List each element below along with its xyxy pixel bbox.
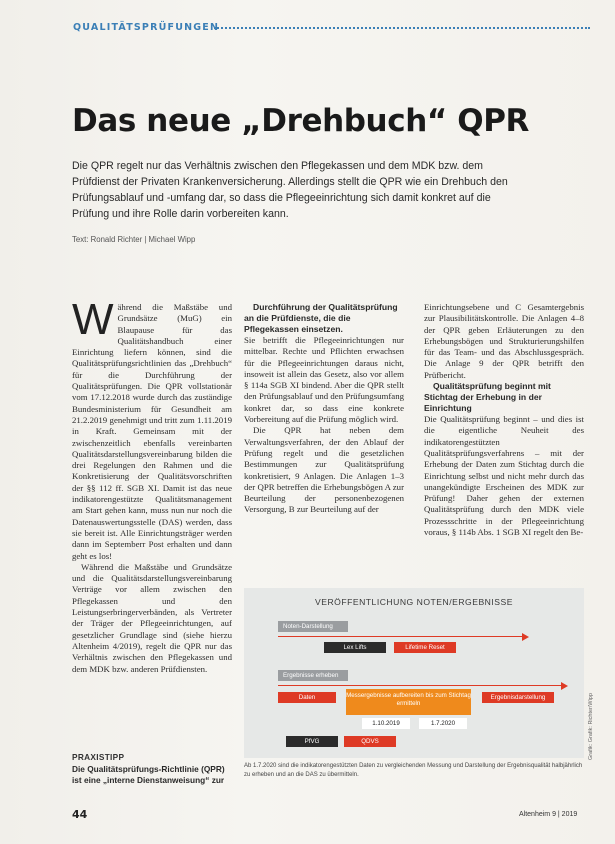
page-number: 44 bbox=[72, 808, 88, 821]
paragraph: Einrichtungsebene und C Gesamtergebnis zur Plausibilitätskontrolle. Die Anlagen 4–8 der QPR geben Erläuterungen zu den Erhebungsbögen und Strukturierungshilfen für das Team- und das Abschlussgespräch. Die Anlage 9 der QPR betrifft den Prüfbericht. bbox=[424, 302, 584, 380]
article-lead: Die QPR regelt nur das Verhältnis zwischen den Pflegekassen und dem MDK bzw. dem Prüfdienst der Privaten Krankenversicherung. Allerdings stellt die QPR wie ein Drehbuch den Prüfungsablauf und -umfang dar, so dass die Pflegeeinrichtung sich damit konkret auf die Prüfung und ihre Rolle darin vorbereiten kann. bbox=[72, 160, 508, 220]
paragraph: Während die Maßstäbe und Grundsätze und die Qualitätsdarstellungsvereinbarung Verträge vor allem zwischen den Pflegekassen und den Leistungserbringerverbänden, als Vertreter der Träger der Pflegeeinrichtungen, auf gesetzlicher Grundlage sind (siehe hierzu Altenheim 4/2019), regelt die QPR nur das Verhältnis zwischen den Pflegekassen und dem MDK bzw. anderen Prüfdiensten. bbox=[72, 561, 232, 674]
arrow-head bbox=[522, 633, 529, 641]
timeline-arrow bbox=[278, 636, 523, 637]
drop-cap: W bbox=[72, 302, 114, 344]
header-dotted-rule bbox=[214, 27, 590, 29]
section-header: QUALITÄTSPRÜFUNGEN bbox=[73, 22, 220, 33]
article-byline: Text: Ronald Richter | Michael Wipp bbox=[72, 235, 196, 244]
row1-label: Noten-Darstellung bbox=[278, 621, 348, 632]
paragraph: Sie betrifft die Pflegeeinrichtungen nur mittelbar. Rechte und Pflichten erwachsen für die Pflegeeinrichtungen daraus nicht, insoweit ist allein das Gesetz, also vor allem § 114a SGB XI bindend. Aber die QPR stellt den Prüfungsablauf und den Prüfungsumfang konkret dar, so dass eine konkrete Vorbereitung auf die Prüfung möglich wird. bbox=[244, 335, 404, 425]
row2-right-box: Ergebnisdarstellung bbox=[482, 692, 554, 703]
date-label-2: 1.7.2020 bbox=[419, 718, 467, 729]
praxistipp-label: PRAXISTIPP bbox=[72, 752, 125, 762]
text-column-3 bbox=[424, 302, 584, 578]
column-subhead: Qualitätsprüfung beginnt mit Stichtag der Erhebung in der Einrichtung bbox=[424, 381, 551, 414]
row1-right-box: Lifetime Reset bbox=[394, 642, 456, 653]
magazine-footer: Altenheim 9 | 2019 bbox=[519, 811, 578, 818]
paragraph: Die QPR hat neben dem Verwaltungsverfahren, der den Ablauf der Prüfung regelt und die gesetzlichen Bestimmungen zur Qualitätsprüfung konkretisiert, 9 Anlagen. Die Anlagen 1–3 der QPR betreffen die Erhebungsbögen A zur Beurteilung der personenbezogenen Versorgung, B zur Beurteilung auf der bbox=[244, 425, 404, 515]
text-column-2 bbox=[244, 302, 404, 578]
bottom-left-box: PfVG bbox=[286, 736, 338, 747]
diagram-credit: Grafik: Grafik: Richter/Wipp bbox=[588, 693, 594, 760]
text-column-1 bbox=[72, 302, 232, 744]
row1-left-box: Lex Lifts bbox=[324, 642, 386, 653]
praxistipp-box bbox=[72, 752, 232, 787]
timeline-arrow bbox=[278, 685, 562, 686]
arrow-head bbox=[561, 682, 568, 690]
diagram-title: VERÖFFENTLICHUNG NOTEN/ERGEBNISSE bbox=[315, 597, 513, 607]
paragraph: ährend die Maßstäbe und Grundsätze (MuG) ein Blaupause für das Qualitätshandbuch einer Einrichtung liefern können, sind die Qualitätsprüfungsrichtlinien das „Drehbuch“ für die Durchführung der Qualitätsprüfungen. Die QPR vollstationär vom 17.12.2018 wurde durch das zuständige Bundesministerium für Gesundheit am 21.2.2019 genehmigt und tritt zum 1.11.2019 in Kraft. Gemeinsam mit der zwischenzeitlich ebenfalls vereinbarten Qualitätsdarstellungsvereinbarung bilden die drei Regelungen den Rahmen und die Konkretisierung der Qualitätsvorschriften der §§ 112 ff. SGB XI. Damit ist das neue indikatorengestützte Qualitätsmanagement am Start gehen kann, muss nun nur noch die Datenauswertungsstelle (DAS) werden, dass sie bereit ist. Alle Einrichtungsträger werden dann im Septemberr Post erhalten und dann geht es los! bbox=[72, 302, 232, 561]
praxistipp-text: Die Qualitätsprüfungs-Richtlinie (QPR) ist eine „interne Dienstanweisung“ zur bbox=[72, 763, 225, 785]
timeline-diagram bbox=[244, 588, 584, 758]
date-label-1: 1.10.2019 bbox=[362, 718, 410, 729]
bottom-right-box: QDVS bbox=[344, 736, 396, 747]
column-subhead: Durchführung der Qualitätsprüfung an die Prüfdienste, die die Pflegekassen einsetzen. bbox=[244, 302, 398, 334]
row2-red-box: Daten bbox=[278, 692, 336, 703]
row2-label: Ergebnisse erheben bbox=[278, 670, 348, 681]
paragraph: Die Qualitätsprüfung beginnt – und dies ist die eigentliche Neuheit des indikatorengestützten Qualitätsprüfungsverfahrens – mit der Erhebung der Daten zum Stichtag durch die Einrichtung selbst und nicht mehr durch das unangekündigte Erscheinen des MDK zur Prüfung! Daher gehen der externen Qualitätsprüfung durch den MDK viele Prozessschritte in der Pflegeeinrichtung voraus, § 114b Abs. 1 SGB XI regelt den Be- bbox=[424, 414, 584, 538]
article-title: Das neue „Drehbuch“ QPR bbox=[72, 103, 529, 139]
row2-orange-box: Messergebnisse aufbereiten bis zum Stichtag ermitteln bbox=[346, 689, 471, 715]
diagram-caption: Ab 1.7.2020 sind die indikatorengestützten Daten zu vergleichenden Messung und Darstellung der Ergebnisqualität halbjährlich zu erheben und an die DAS zu übermitteln. bbox=[244, 763, 583, 778]
